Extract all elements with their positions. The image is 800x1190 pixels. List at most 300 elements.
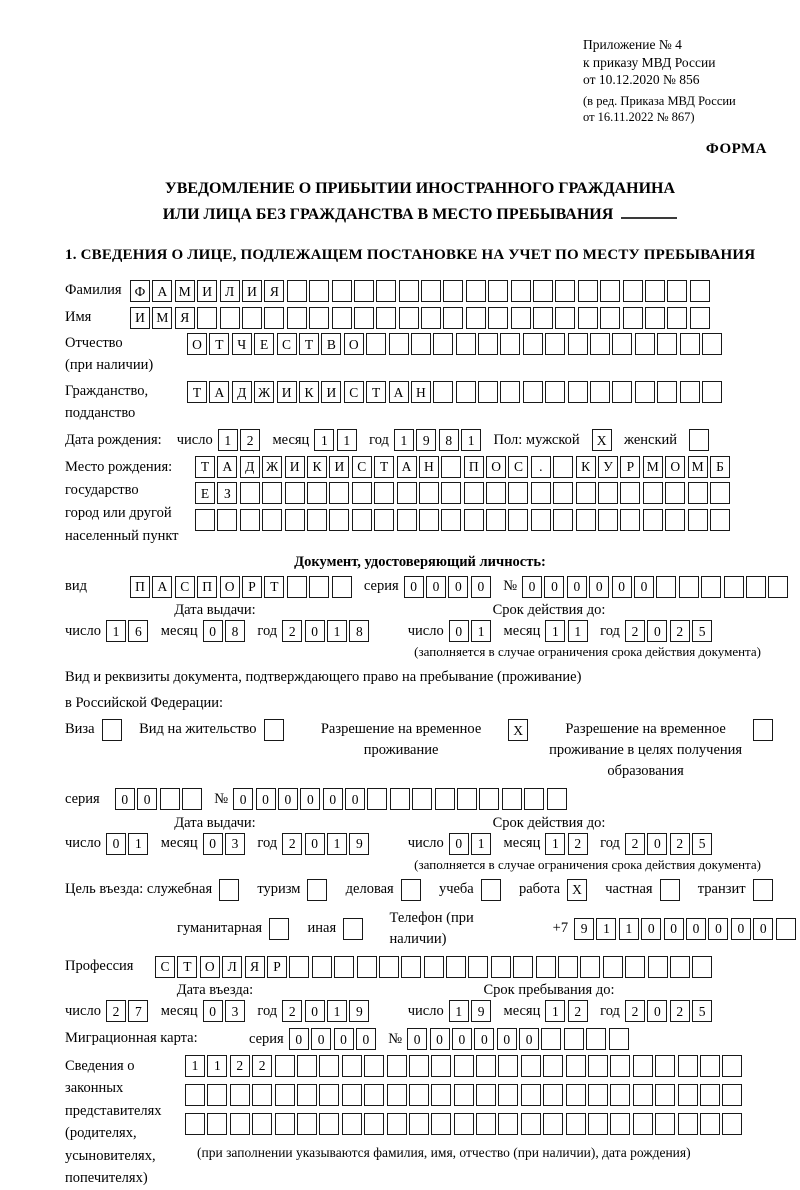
- char-box[interactable]: 1: [128, 833, 148, 855]
- char-box[interactable]: [456, 381, 476, 403]
- char-box[interactable]: [547, 788, 567, 810]
- char-box[interactable]: [776, 918, 796, 940]
- char-box[interactable]: Е: [195, 482, 215, 504]
- char-box[interactable]: [710, 482, 730, 504]
- char-box[interactable]: [441, 482, 461, 504]
- char-box[interactable]: [476, 1084, 496, 1106]
- char-box[interactable]: [468, 956, 488, 978]
- char-box[interactable]: [665, 482, 685, 504]
- char-box[interactable]: 0: [305, 1000, 325, 1022]
- char-box[interactable]: 0: [323, 788, 343, 810]
- char-box[interactable]: [287, 280, 307, 302]
- char-box[interactable]: 0: [426, 576, 446, 598]
- char-box[interactable]: [508, 509, 528, 531]
- char-box[interactable]: 2: [252, 1055, 272, 1077]
- char-box[interactable]: [620, 482, 640, 504]
- char-box[interactable]: Р: [267, 956, 287, 978]
- char-box[interactable]: [610, 1084, 630, 1106]
- char-box[interactable]: Т: [264, 576, 284, 598]
- char-box[interactable]: 0: [345, 788, 365, 810]
- char-box[interactable]: [287, 576, 307, 598]
- char-box[interactable]: Р: [242, 576, 262, 598]
- char-box[interactable]: 0: [233, 788, 253, 810]
- char-box[interactable]: [466, 307, 486, 329]
- char-box[interactable]: 0: [430, 1028, 450, 1050]
- char-box[interactable]: [457, 788, 477, 810]
- char-box[interactable]: Л: [220, 280, 240, 302]
- char-box[interactable]: [387, 1084, 407, 1106]
- char-box[interactable]: [688, 482, 708, 504]
- char-box[interactable]: [620, 509, 640, 531]
- visa-checkbox[interactable]: [102, 719, 122, 741]
- char-box[interactable]: [275, 1084, 295, 1106]
- char-box[interactable]: 0: [115, 788, 135, 810]
- char-box[interactable]: [656, 576, 676, 598]
- char-box[interactable]: [443, 307, 463, 329]
- char-box[interactable]: [401, 956, 421, 978]
- char-box[interactable]: [524, 788, 544, 810]
- char-box[interactable]: [433, 333, 453, 355]
- char-box[interactable]: [623, 307, 643, 329]
- char-box[interactable]: [564, 1028, 584, 1050]
- char-box[interactable]: [332, 280, 352, 302]
- char-box[interactable]: 2: [240, 429, 260, 451]
- char-box[interactable]: Я: [175, 307, 195, 329]
- char-box[interactable]: [435, 788, 455, 810]
- char-box[interactable]: [185, 1084, 205, 1106]
- char-box[interactable]: [700, 1084, 720, 1106]
- char-box[interactable]: С: [352, 456, 372, 478]
- char-box[interactable]: [424, 956, 444, 978]
- char-box[interactable]: [389, 333, 409, 355]
- char-box[interactable]: 0: [448, 576, 468, 598]
- char-box[interactable]: [289, 956, 309, 978]
- char-box[interactable]: 1: [327, 1000, 347, 1022]
- char-box[interactable]: [700, 1055, 720, 1077]
- char-box[interactable]: [443, 280, 463, 302]
- char-box[interactable]: [578, 280, 598, 302]
- char-box[interactable]: 0: [647, 1000, 667, 1022]
- char-box[interactable]: [262, 482, 282, 504]
- char-box[interactable]: [309, 280, 329, 302]
- char-box[interactable]: Т: [366, 381, 386, 403]
- char-box[interactable]: [511, 280, 531, 302]
- char-box[interactable]: [409, 1113, 429, 1135]
- char-box[interactable]: [364, 1084, 384, 1106]
- char-box[interactable]: [543, 1113, 563, 1135]
- char-box[interactable]: 1: [106, 620, 126, 642]
- char-box[interactable]: О: [665, 456, 685, 478]
- char-box[interactable]: [635, 381, 655, 403]
- purpose-business-checkbox[interactable]: [401, 879, 421, 901]
- char-box[interactable]: [285, 482, 305, 504]
- char-box[interactable]: 1: [314, 429, 334, 451]
- char-box[interactable]: 2: [625, 1000, 645, 1022]
- char-box[interactable]: [367, 788, 387, 810]
- char-box[interactable]: 1: [327, 620, 347, 642]
- char-box[interactable]: П: [197, 576, 217, 598]
- char-box[interactable]: [312, 956, 332, 978]
- char-box[interactable]: [566, 1084, 586, 1106]
- char-box[interactable]: [645, 307, 665, 329]
- char-box[interactable]: [612, 381, 632, 403]
- char-box[interactable]: 5: [692, 1000, 712, 1022]
- male-checkbox[interactable]: X: [592, 429, 612, 451]
- char-box[interactable]: [498, 1113, 518, 1135]
- char-box[interactable]: [433, 381, 453, 403]
- char-box[interactable]: 0: [203, 620, 223, 642]
- char-box[interactable]: [521, 1084, 541, 1106]
- char-box[interactable]: 0: [647, 833, 667, 855]
- char-box[interactable]: 0: [278, 788, 298, 810]
- char-box[interactable]: [555, 280, 575, 302]
- char-box[interactable]: 0: [519, 1028, 539, 1050]
- char-box[interactable]: [670, 956, 690, 978]
- char-box[interactable]: 2: [282, 1000, 302, 1022]
- char-box[interactable]: Н: [419, 456, 439, 478]
- char-box[interactable]: [319, 1113, 339, 1135]
- char-box[interactable]: 1: [461, 429, 481, 451]
- char-box[interactable]: [610, 1055, 630, 1077]
- char-box[interactable]: [692, 956, 712, 978]
- char-box[interactable]: М: [175, 280, 195, 302]
- char-box[interactable]: [513, 956, 533, 978]
- char-box[interactable]: [724, 576, 744, 598]
- char-box[interactable]: [160, 788, 180, 810]
- char-box[interactable]: [240, 482, 260, 504]
- char-box[interactable]: [568, 333, 588, 355]
- char-box[interactable]: [701, 576, 721, 598]
- char-box[interactable]: [275, 1113, 295, 1135]
- char-box[interactable]: [397, 509, 417, 531]
- char-box[interactable]: [357, 956, 377, 978]
- char-box[interactable]: [354, 280, 374, 302]
- char-box[interactable]: У: [598, 456, 618, 478]
- char-box[interactable]: М: [643, 456, 663, 478]
- char-box[interactable]: [366, 333, 386, 355]
- char-box[interactable]: 9: [416, 429, 436, 451]
- char-box[interactable]: [590, 381, 610, 403]
- char-box[interactable]: [488, 280, 508, 302]
- char-box[interactable]: 0: [137, 788, 157, 810]
- char-box[interactable]: О: [220, 576, 240, 598]
- char-box[interactable]: 0: [634, 576, 654, 598]
- char-box[interactable]: [491, 956, 511, 978]
- char-box[interactable]: О: [200, 956, 220, 978]
- char-box[interactable]: О: [486, 456, 506, 478]
- char-box[interactable]: С: [175, 576, 195, 598]
- char-box[interactable]: [195, 509, 215, 531]
- char-box[interactable]: 0: [471, 576, 491, 598]
- char-box[interactable]: 0: [731, 918, 751, 940]
- char-box[interactable]: 2: [282, 620, 302, 642]
- char-box[interactable]: [680, 333, 700, 355]
- char-box[interactable]: [667, 280, 687, 302]
- char-box[interactable]: 0: [289, 1028, 309, 1050]
- char-box[interactable]: [590, 333, 610, 355]
- char-box[interactable]: [633, 1084, 653, 1106]
- char-box[interactable]: С: [155, 956, 175, 978]
- char-box[interactable]: [576, 482, 596, 504]
- char-box[interactable]: [558, 956, 578, 978]
- char-box[interactable]: 1: [545, 1000, 565, 1022]
- char-box[interactable]: [387, 1055, 407, 1077]
- char-box[interactable]: [722, 1113, 742, 1135]
- char-box[interactable]: [399, 280, 419, 302]
- char-box[interactable]: А: [209, 381, 229, 403]
- char-box[interactable]: [553, 509, 573, 531]
- char-box[interactable]: [553, 482, 573, 504]
- char-box[interactable]: И: [242, 280, 262, 302]
- char-box[interactable]: С: [508, 456, 528, 478]
- char-box[interactable]: К: [307, 456, 327, 478]
- char-box[interactable]: [600, 280, 620, 302]
- char-box[interactable]: [543, 1084, 563, 1106]
- char-box[interactable]: [412, 788, 432, 810]
- char-box[interactable]: 1: [449, 1000, 469, 1022]
- char-box[interactable]: [533, 307, 553, 329]
- char-box[interactable]: [578, 307, 598, 329]
- char-box[interactable]: [411, 333, 431, 355]
- char-box[interactable]: 0: [106, 833, 126, 855]
- char-box[interactable]: [307, 482, 327, 504]
- char-box[interactable]: [332, 576, 352, 598]
- char-box[interactable]: [307, 509, 327, 531]
- female-checkbox[interactable]: [689, 429, 709, 451]
- char-box[interactable]: 2: [670, 833, 690, 855]
- char-box[interactable]: [566, 1055, 586, 1077]
- char-box[interactable]: [309, 576, 329, 598]
- char-box[interactable]: Ж: [262, 456, 282, 478]
- char-box[interactable]: [678, 1055, 698, 1077]
- char-box[interactable]: [488, 307, 508, 329]
- char-box[interactable]: П: [464, 456, 484, 478]
- char-box[interactable]: [603, 956, 623, 978]
- char-box[interactable]: 1: [337, 429, 357, 451]
- char-box[interactable]: 1: [394, 429, 414, 451]
- char-box[interactable]: [690, 280, 710, 302]
- char-box[interactable]: 7: [128, 1000, 148, 1022]
- char-box[interactable]: [555, 307, 575, 329]
- char-box[interactable]: [523, 333, 543, 355]
- char-box[interactable]: 1: [545, 833, 565, 855]
- char-box[interactable]: [376, 307, 396, 329]
- char-box[interactable]: [332, 307, 352, 329]
- char-box[interactable]: [598, 482, 618, 504]
- char-box[interactable]: 1: [207, 1055, 227, 1077]
- char-box[interactable]: [466, 280, 486, 302]
- char-box[interactable]: 1: [471, 833, 491, 855]
- char-box[interactable]: [655, 1113, 675, 1135]
- char-box[interactable]: В: [321, 333, 341, 355]
- char-box[interactable]: 3: [225, 833, 245, 855]
- residence-permit-checkbox[interactable]: [264, 719, 284, 741]
- char-box[interactable]: [553, 456, 573, 478]
- char-box[interactable]: [486, 509, 506, 531]
- char-box[interactable]: [531, 482, 551, 504]
- char-box[interactable]: Б: [710, 456, 730, 478]
- char-box[interactable]: [679, 576, 699, 598]
- char-box[interactable]: [479, 788, 499, 810]
- char-box[interactable]: И: [277, 381, 297, 403]
- char-box[interactable]: Т: [195, 456, 215, 478]
- char-box[interactable]: [710, 509, 730, 531]
- char-box[interactable]: [342, 1113, 362, 1135]
- char-box[interactable]: А: [217, 456, 237, 478]
- char-box[interactable]: [431, 1055, 451, 1077]
- char-box[interactable]: 0: [311, 1028, 331, 1050]
- char-box[interactable]: [419, 509, 439, 531]
- char-box[interactable]: Т: [299, 333, 319, 355]
- char-box[interactable]: К: [576, 456, 596, 478]
- char-box[interactable]: [297, 1055, 317, 1077]
- char-box[interactable]: [588, 1113, 608, 1135]
- char-box[interactable]: 9: [574, 918, 594, 940]
- char-box[interactable]: [610, 1113, 630, 1135]
- char-box[interactable]: И: [329, 456, 349, 478]
- char-box[interactable]: [456, 333, 476, 355]
- char-box[interactable]: 1: [218, 429, 238, 451]
- char-box[interactable]: [541, 1028, 561, 1050]
- char-box[interactable]: 0: [589, 576, 609, 598]
- char-box[interactable]: 0: [544, 576, 564, 598]
- char-box[interactable]: [545, 381, 565, 403]
- char-box[interactable]: [722, 1084, 742, 1106]
- char-box[interactable]: [612, 333, 632, 355]
- char-box[interactable]: [399, 307, 419, 329]
- char-box[interactable]: [207, 1113, 227, 1135]
- char-box[interactable]: [511, 307, 531, 329]
- char-box[interactable]: 5: [692, 833, 712, 855]
- char-box[interactable]: [678, 1113, 698, 1135]
- char-box[interactable]: [543, 1055, 563, 1077]
- char-box[interactable]: [478, 381, 498, 403]
- char-box[interactable]: [252, 1113, 272, 1135]
- char-box[interactable]: [665, 509, 685, 531]
- char-box[interactable]: [645, 280, 665, 302]
- char-box[interactable]: [240, 509, 260, 531]
- char-box[interactable]: [598, 509, 618, 531]
- char-box[interactable]: 2: [670, 620, 690, 642]
- char-box[interactable]: 2: [625, 833, 645, 855]
- char-box[interactable]: Т: [374, 456, 394, 478]
- char-box[interactable]: [500, 381, 520, 403]
- char-box[interactable]: [230, 1084, 250, 1106]
- char-box[interactable]: [502, 788, 522, 810]
- char-box[interactable]: [342, 1084, 362, 1106]
- char-box[interactable]: [500, 333, 520, 355]
- char-box[interactable]: [523, 381, 543, 403]
- char-box[interactable]: 2: [625, 620, 645, 642]
- char-box[interactable]: [185, 1113, 205, 1135]
- char-box[interactable]: [498, 1055, 518, 1077]
- char-box[interactable]: 1: [619, 918, 639, 940]
- char-box[interactable]: 3: [225, 1000, 245, 1022]
- char-box[interactable]: 1: [545, 620, 565, 642]
- char-box[interactable]: 8: [439, 429, 459, 451]
- char-box[interactable]: [374, 482, 394, 504]
- char-box[interactable]: 0: [404, 576, 424, 598]
- char-box[interactable]: [352, 509, 372, 531]
- char-box[interactable]: [285, 509, 305, 531]
- char-box[interactable]: 0: [612, 576, 632, 598]
- purpose-other-checkbox[interactable]: [343, 918, 363, 940]
- char-box[interactable]: Ч: [232, 333, 252, 355]
- char-box[interactable]: [464, 482, 484, 504]
- char-box[interactable]: [609, 1028, 629, 1050]
- char-box[interactable]: 2: [282, 833, 302, 855]
- char-box[interactable]: [768, 576, 788, 598]
- char-box[interactable]: [486, 482, 506, 504]
- purpose-tourism-checkbox[interactable]: [307, 879, 327, 901]
- char-box[interactable]: [446, 956, 466, 978]
- char-box[interactable]: 2: [568, 1000, 588, 1022]
- char-box[interactable]: [376, 280, 396, 302]
- char-box[interactable]: [379, 956, 399, 978]
- char-box[interactable]: [287, 307, 307, 329]
- char-box[interactable]: [533, 280, 553, 302]
- char-box[interactable]: [230, 1113, 250, 1135]
- char-box[interactable]: И: [285, 456, 305, 478]
- char-box[interactable]: Л: [222, 956, 242, 978]
- char-box[interactable]: [657, 381, 677, 403]
- char-box[interactable]: [702, 381, 722, 403]
- purpose-work-checkbox[interactable]: X: [567, 879, 587, 901]
- char-box[interactable]: [633, 1113, 653, 1135]
- char-box[interactable]: [182, 788, 202, 810]
- char-box[interactable]: [242, 307, 262, 329]
- char-box[interactable]: [688, 509, 708, 531]
- char-box[interactable]: [476, 1113, 496, 1135]
- char-box[interactable]: О: [187, 333, 207, 355]
- char-box[interactable]: 1: [568, 620, 588, 642]
- char-box[interactable]: [643, 482, 663, 504]
- char-box[interactable]: [275, 1055, 295, 1077]
- char-box[interactable]: [220, 307, 240, 329]
- char-box[interactable]: И: [197, 280, 217, 302]
- char-box[interactable]: [262, 509, 282, 531]
- char-box[interactable]: 2: [106, 1000, 126, 1022]
- char-box[interactable]: [329, 482, 349, 504]
- temp-residence-edu-checkbox[interactable]: [753, 719, 773, 741]
- char-box[interactable]: Д: [232, 381, 252, 403]
- char-box[interactable]: [655, 1055, 675, 1077]
- char-box[interactable]: 0: [407, 1028, 427, 1050]
- char-box[interactable]: [454, 1055, 474, 1077]
- char-box[interactable]: 0: [708, 918, 728, 940]
- char-box[interactable]: 0: [474, 1028, 494, 1050]
- char-box[interactable]: [197, 307, 217, 329]
- char-box[interactable]: 0: [203, 833, 223, 855]
- char-box[interactable]: 1: [185, 1055, 205, 1077]
- char-box[interactable]: 0: [305, 833, 325, 855]
- char-box[interactable]: [580, 956, 600, 978]
- char-box[interactable]: [655, 1084, 675, 1106]
- char-box[interactable]: [635, 333, 655, 355]
- char-box[interactable]: 2: [568, 833, 588, 855]
- purpose-private-checkbox[interactable]: [660, 879, 680, 901]
- char-box[interactable]: [419, 482, 439, 504]
- char-box[interactable]: 2: [230, 1055, 250, 1077]
- purpose-official-checkbox[interactable]: [219, 879, 239, 901]
- char-box[interactable]: [700, 1113, 720, 1135]
- purpose-humanitarian-checkbox[interactable]: [269, 918, 289, 940]
- char-box[interactable]: 5: [692, 620, 712, 642]
- char-box[interactable]: Т: [177, 956, 197, 978]
- char-box[interactable]: А: [397, 456, 417, 478]
- char-box[interactable]: 0: [664, 918, 684, 940]
- char-box[interactable]: [207, 1084, 227, 1106]
